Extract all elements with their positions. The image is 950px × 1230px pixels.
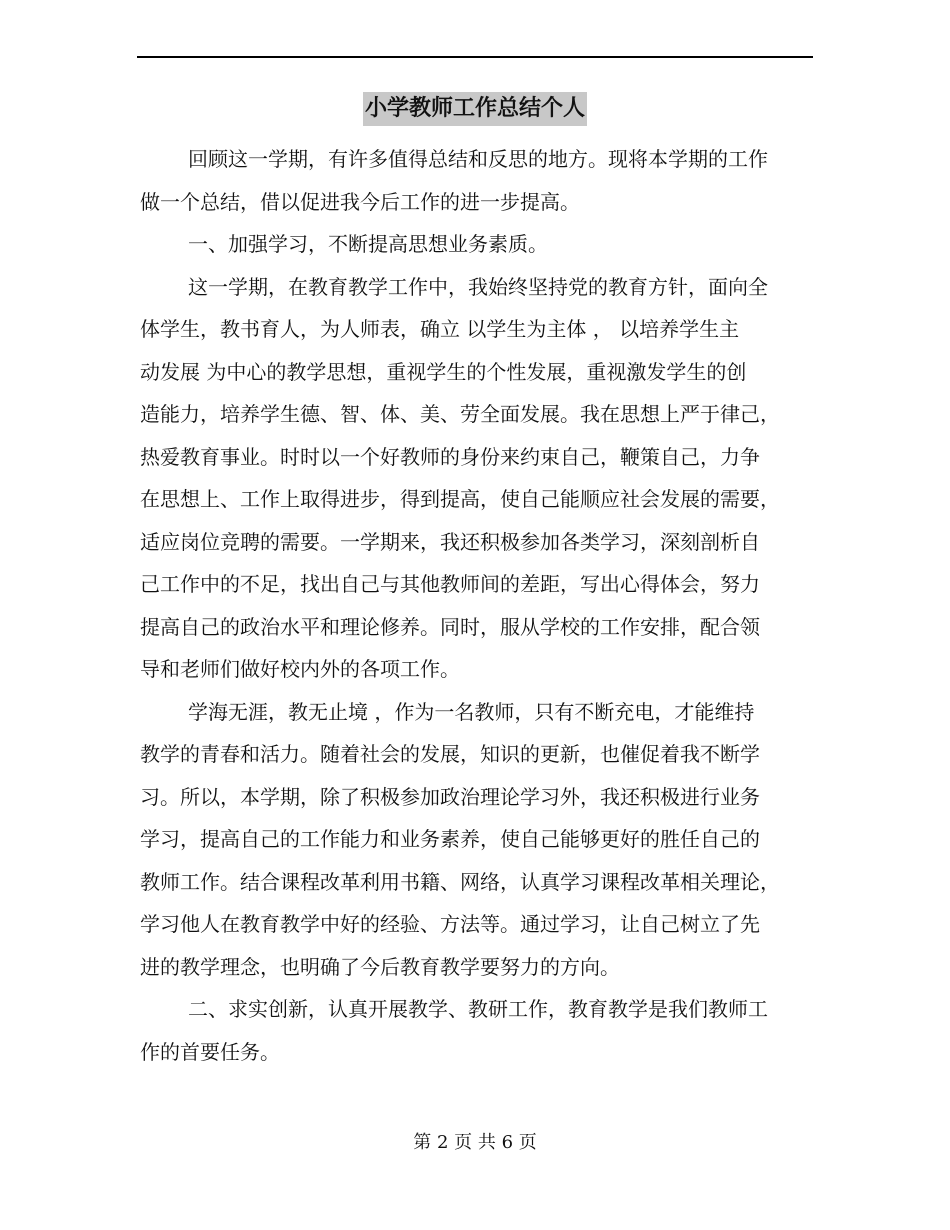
body-line: 学习，提高自己的工作能力和业务素养，使自己能够更好的胜任自己的 <box>140 827 760 851</box>
body-line: 学海无涯，教无止境 ，作为一名教师，只有不断充电，才能维持 <box>188 699 755 724</box>
document-body <box>140 138 818 1073</box>
body-line: 作的首要任务。 <box>140 1039 280 1064</box>
body-line: 己工作中的不足，找出自己与其他教师间的差距，写出心得体会，努力 <box>140 572 760 596</box>
page-footer: 第 2 页 共 6 页 <box>413 1132 537 1153</box>
section-heading: 一、加强学习，不断提高思想业务素质。 <box>188 232 548 256</box>
body-line: 在思想上、工作上取得进步，得到提高，使自己能顺应社会发展的需要， <box>140 487 780 511</box>
header-rule <box>137 56 813 58</box>
body-line: 做一个总结，借以促进我今后工作的进一步提高。 <box>140 189 580 214</box>
body-line: 回顾这一学期，有许多值得总结和反思的地方。现将本学期的工作 <box>188 147 768 171</box>
title-container <box>0 92 950 126</box>
body-line: 动发展 为中心的教学思想，重视学生的个性发展，重视激发学生的创 <box>140 359 747 384</box>
body-line: 造能力，培养学生德、智、体、美、劳全面发展。我在思想上严于律己， <box>140 402 780 426</box>
body-line: 热爱教育事业。时时以一个好教师的身份来约束自己，鞭策自己，力争 <box>140 444 760 469</box>
body-line: 这一学期，在教育教学工作中，我始终坚持党的教育方针，面向全 <box>188 274 768 299</box>
body-line: 教学的青春和活力。随着社会的发展，知识的更新，也催促着我不断学 <box>140 742 760 766</box>
body-line: 适应岗位竞聘的需要。一学期来，我还积极参加各类学习，深刻剖析自 <box>140 529 760 554</box>
body-line: 体学生，教书育人，为人师表，确立 以学生为主体 ， 以培养学生主 <box>140 317 740 341</box>
body-line: 教师工作。结合课程改革利用书籍、网络，认真学习课程改革相关理论， <box>140 869 780 894</box>
section-heading: 二、求实创新，认真开展教学、教研工作，教育教学是我们教师工 <box>188 997 768 1021</box>
body-line: 导和老师们做好校内外的各项工作。 <box>140 657 460 681</box>
body-line: 提高自己的政治水平和理论修养。同时，服从学校的工作安排，配合领 <box>140 614 760 639</box>
body-line: 进的教学理念，也明确了今后教育教学要努力的方向。 <box>140 954 620 979</box>
body-line: 学习他人在教育教学中好的经验、方法等。通过学习，让自己树立了先 <box>140 912 760 936</box>
body-line: 习。所以，本学期，除了积极参加政治理论学习外，我还积极进行业务 <box>140 784 760 809</box>
document-title: 小学教师工作总结个人 <box>363 92 587 126</box>
